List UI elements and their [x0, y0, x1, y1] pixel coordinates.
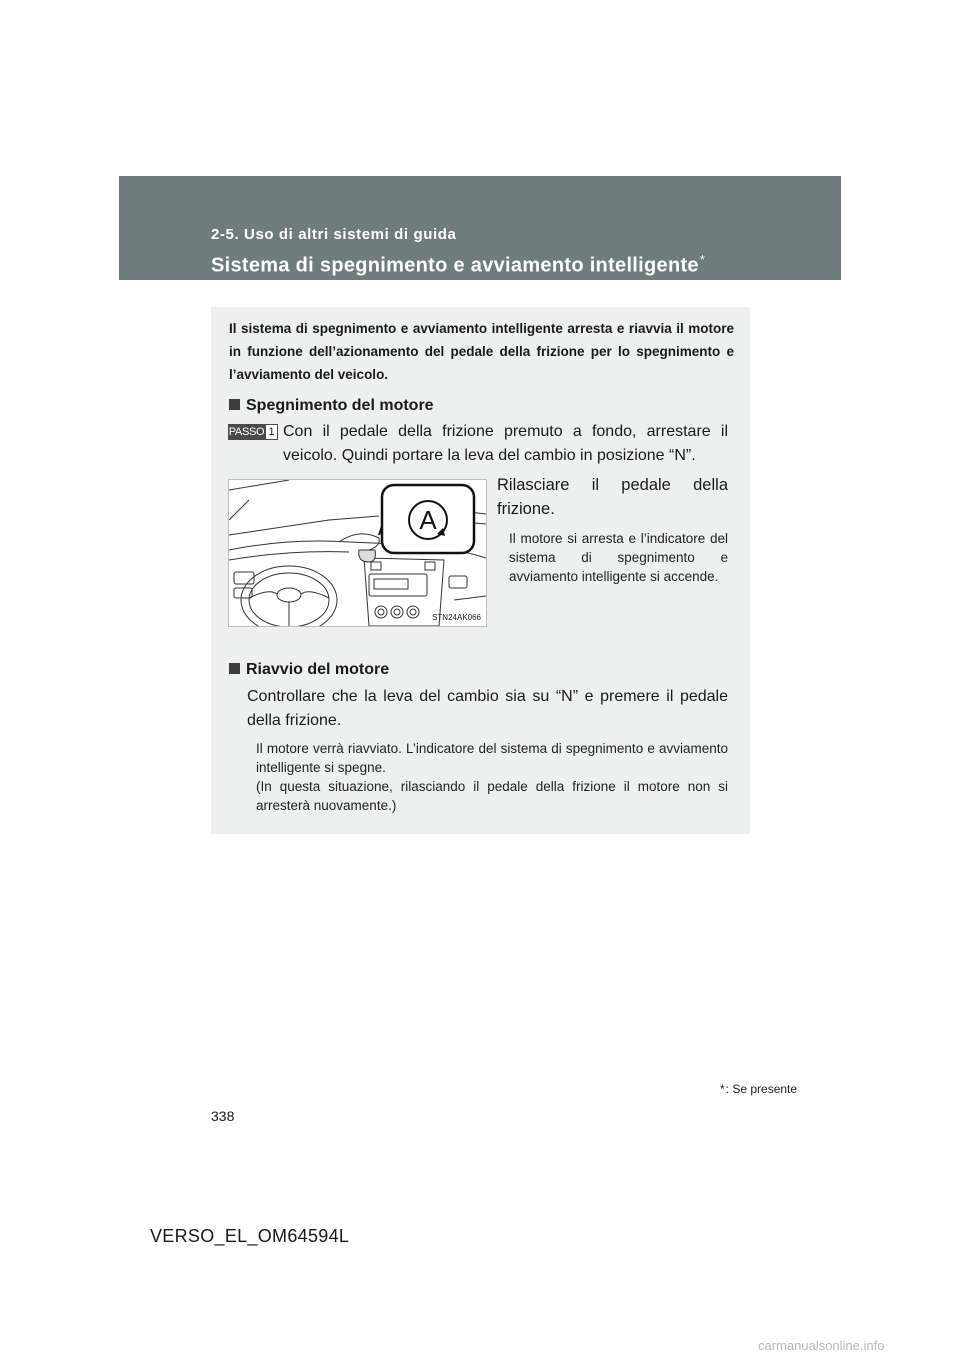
restart-note-2: (In questa situazione, rilasciando il pedale della frizione il motore non si arresterà nuovamente.) — [256, 779, 728, 813]
figure-code: STN24AK066 — [432, 613, 481, 622]
optional-mark: * — [699, 252, 706, 267]
step1-text: Con il pedale della frizione premuto a fondo, arrestare il veicolo. Quindi portare la leva del cambio in posizione “N”. — [283, 423, 728, 464]
page-title — [211, 252, 705, 278]
page-number: 338 — [211, 1108, 235, 1124]
intro-paragraph: Il sistema di spegnimento e avviamento intelligente arresta e riavvia il motore in funzione dell’azionamento del pedale della frizione per lo spegnimento e l’avviamento del veicolo. — [229, 321, 734, 382]
callout-letter: A — [419, 505, 437, 535]
footnote — [720, 1082, 797, 1096]
step2-note: Il motore si arresta e l’indicatore del sistema di spegnimento e avviamento intelligente si accende. — [509, 531, 728, 584]
content-panel — [211, 307, 750, 834]
step1-badge-num: 1 — [265, 424, 278, 440]
square-bullet-icon — [229, 399, 240, 410]
square-bullet-icon — [229, 663, 240, 674]
dashboard-illustration — [228, 479, 487, 627]
dashboard-drawing — [229, 480, 486, 626]
heading-engine-restart-text: Riavvio del motore — [246, 661, 390, 678]
chapter-header — [119, 176, 841, 280]
restart-text: Controllare che la leva del cambio sia su “N” e premere il pedale della frizione. — [247, 688, 728, 729]
heading-engine-restart — [229, 661, 389, 679]
document-code: VERSO_EL_OM64594L — [150, 1226, 350, 1246]
heading-engine-stop-text: Spegnimento del motore — [246, 397, 434, 414]
step2-text: Rilasciare il pedale della frizione. — [497, 476, 728, 518]
step1-badge-word: PASSO — [228, 426, 265, 438]
step1-badge — [228, 424, 278, 440]
restart-note-1: Il motore verrà riavviato. L’indicatore del sistema di spegnimento e avviamento intelligente si spegne. — [256, 741, 728, 775]
watermark: carmanualsonline.info — [758, 1338, 885, 1353]
section-label: 2-5. Uso di altri sistemi di guida — [211, 226, 457, 243]
heading-engine-stop — [229, 397, 434, 415]
footnote-text: : Se presente — [725, 1082, 798, 1096]
footnote-mark: * — [720, 1082, 725, 1096]
page-title-text: Sistema di spegnimento e avviamento intelligente — [211, 254, 699, 277]
